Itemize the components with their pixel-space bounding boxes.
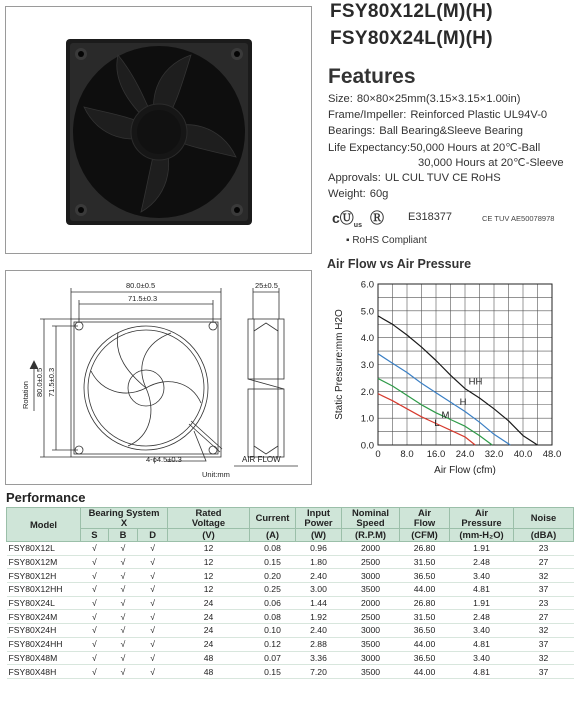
cell-a: 0.07 xyxy=(250,651,296,665)
cell-w: 1.92 xyxy=(296,610,342,624)
cell-model: FSY80X12M xyxy=(7,555,81,569)
cell-d: √ xyxy=(138,555,168,569)
spec-life xyxy=(328,141,540,154)
cell-db: 27 xyxy=(514,555,574,569)
cell-model: FSY80X24HH xyxy=(7,637,81,651)
cell-b: √ xyxy=(108,665,138,679)
cell-b: √ xyxy=(108,651,138,665)
model-title-24v: FSY80X24L(M)(H) xyxy=(330,28,493,49)
unit-d: D xyxy=(138,529,168,542)
cell-cfm: 44.00 xyxy=(400,637,450,651)
fan-photo xyxy=(6,7,311,253)
spec-weight-label: Weight: xyxy=(328,188,366,200)
spec-frame xyxy=(328,109,547,121)
cell-a: 0.12 xyxy=(250,637,296,651)
unit-w: (W) xyxy=(296,529,342,542)
cell-v: 24 xyxy=(168,637,250,651)
cell-p: 2.48 xyxy=(450,610,514,624)
performance-table-body xyxy=(7,542,574,679)
cell-w: 7.20 xyxy=(296,665,342,679)
cell-db: 32 xyxy=(514,569,574,583)
cell-model: FSY80X24H xyxy=(7,624,81,638)
features-heading: Features xyxy=(328,65,416,88)
curve-label: H xyxy=(459,396,467,408)
fan-photo-panel xyxy=(5,6,312,254)
cell-rpm: 3000 xyxy=(342,651,400,665)
spec-frame-value: Reinforced Plastic UL94V-0 xyxy=(410,109,548,121)
spec-approvals-label: Approvals: xyxy=(328,172,381,184)
spec-weight-value: 60g xyxy=(369,188,389,200)
cell-s: √ xyxy=(81,555,109,569)
cell-s: √ xyxy=(81,637,109,651)
spec-frame-label: Frame/Impeller: xyxy=(328,109,407,121)
x-tick-label: 32.0 xyxy=(484,449,504,460)
cell-cfm: 44.00 xyxy=(400,583,450,597)
cell-d: √ xyxy=(138,637,168,651)
cell-p: 3.40 xyxy=(450,569,514,583)
cell-db: 37 xyxy=(514,583,574,597)
cell-cfm: 26.80 xyxy=(400,596,450,610)
unit-rpm: (R.P.M) xyxy=(342,529,400,542)
cell-v: 48 xyxy=(168,651,250,665)
cell-v: 12 xyxy=(168,555,250,569)
col-input-power: Input Power xyxy=(296,508,342,529)
cell-w: 3.00 xyxy=(296,583,342,597)
x-tick-label: 40.0 xyxy=(513,449,533,460)
series-line-hh xyxy=(378,316,538,445)
col-rated-voltage: Rated Voltage xyxy=(168,508,250,529)
performance-table xyxy=(6,507,574,679)
col-bearing: Bearing System X xyxy=(81,508,168,529)
cell-a: 0.06 xyxy=(250,596,296,610)
x-tick-label: 24.0 xyxy=(455,449,475,460)
cell-b: √ xyxy=(108,624,138,638)
spec-approvals xyxy=(328,172,501,184)
col-air-pressure: Air Pressure xyxy=(450,508,514,529)
cell-p: 4.81 xyxy=(450,665,514,679)
spec-size-label: Size: xyxy=(328,93,353,105)
cell-v: 48 xyxy=(168,665,250,679)
col-air-flow: Air Flow xyxy=(400,508,450,529)
chart-x-axis-label: Air Flow (cfm) xyxy=(434,465,496,476)
cell-cfm: 26.80 xyxy=(400,542,450,556)
cell-v: 12 xyxy=(168,569,250,583)
table-row xyxy=(7,542,574,556)
cell-cfm: 36.50 xyxy=(400,569,450,583)
cell-cfm: 31.50 xyxy=(400,555,450,569)
cul-us-logo: $cⓊ_{us}$ xyxy=(332,210,362,229)
y-tick-label: 4.0 xyxy=(360,333,374,345)
cell-d: √ xyxy=(138,610,168,624)
ce-tuv-number: CE TUV AE50078978 xyxy=(482,214,555,223)
y-tick-label: 2.0 xyxy=(360,386,374,398)
ul-recognized-logo: Ⓡ xyxy=(370,210,384,226)
unit-dba: (dBA) xyxy=(514,529,574,542)
cell-a: 0.15 xyxy=(250,555,296,569)
cell-rpm: 2000 xyxy=(342,596,400,610)
cell-rpm: 3500 xyxy=(342,637,400,651)
col-model: Model xyxy=(7,508,81,542)
cell-model: FSY80X12H xyxy=(7,569,81,583)
dim-height-holes: 71.5±0.3 xyxy=(47,367,56,397)
certification-row xyxy=(332,208,572,228)
cell-b: √ xyxy=(108,610,138,624)
col-noise: Noise xyxy=(514,508,574,529)
spec-life-value-sleeve: 30,000 Hours at 20℃-Sleeve xyxy=(418,157,564,169)
dim-height-outer: 80.0±0.5 xyxy=(35,367,44,397)
spec-bearings xyxy=(328,125,523,137)
cell-a: 0.08 xyxy=(250,610,296,624)
cell-b: √ xyxy=(108,583,138,597)
cell-a: 0.25 xyxy=(250,583,296,597)
cell-p: 4.81 xyxy=(450,637,514,651)
cell-v: 24 xyxy=(168,610,250,624)
y-tick-label: 0.0 xyxy=(360,440,374,452)
cell-cfm: 36.50 xyxy=(400,624,450,638)
cell-s: √ xyxy=(81,583,109,597)
cell-p: 3.40 xyxy=(450,651,514,665)
cell-s: √ xyxy=(81,610,109,624)
cell-v: 24 xyxy=(168,596,250,610)
cell-b: √ xyxy=(108,542,138,556)
y-tick-label: 3.0 xyxy=(360,360,374,371)
unit-mmh2o: (mm-H₂O) xyxy=(450,529,514,542)
spec-size-value: 80×80×25mm(3.15×3.15×1.00in) xyxy=(356,93,521,105)
cell-rpm: 3500 xyxy=(342,583,400,597)
ul-file-number: E318377 xyxy=(408,211,453,223)
table-row xyxy=(7,596,574,610)
cell-p: 4.81 xyxy=(450,583,514,597)
cell-w: 0.96 xyxy=(296,542,342,556)
cell-d: √ xyxy=(138,583,168,597)
cell-s: √ xyxy=(81,596,109,610)
chart-title: Air Flow vs Air Pressure xyxy=(327,257,472,271)
cell-s: √ xyxy=(81,665,109,679)
dim-depth: 25±0.5 xyxy=(255,281,278,290)
cell-b: √ xyxy=(108,555,138,569)
dimension-drawing xyxy=(6,271,311,484)
cell-w: 1.80 xyxy=(296,555,342,569)
cell-d: √ xyxy=(138,596,168,610)
chart-y-axis-label: Static Pressure:mm H2O xyxy=(334,309,345,420)
cell-rpm: 2500 xyxy=(342,555,400,569)
cell-rpm: 3000 xyxy=(342,569,400,583)
cell-b: √ xyxy=(108,637,138,651)
cell-a: 0.15 xyxy=(250,665,296,679)
airflow-pressure-chart xyxy=(326,274,574,484)
spec-bearings-value: Ball Bearing&Sleeve Bearing xyxy=(379,125,523,137)
series-line-m xyxy=(378,376,492,446)
table-row xyxy=(7,665,574,679)
unit-b: B xyxy=(108,529,138,542)
x-tick-label: 16.0 xyxy=(426,449,446,460)
cell-db: 23 xyxy=(514,596,574,610)
cell-d: √ xyxy=(138,651,168,665)
cell-db: 23 xyxy=(514,542,574,556)
cell-rpm: 2500 xyxy=(342,610,400,624)
rotation-label: Rotation xyxy=(21,381,30,409)
cell-rpm: 3500 xyxy=(342,665,400,679)
y-tick-label: 5.0 xyxy=(360,306,374,318)
cell-db: 32 xyxy=(514,651,574,665)
cell-s: √ xyxy=(81,569,109,583)
cell-w: 3.36 xyxy=(296,651,342,665)
cell-model: FSY80X12HH xyxy=(7,583,81,597)
performance-heading: Performance xyxy=(6,490,86,505)
side-air-flow-label: AIR FLOW xyxy=(242,455,281,464)
dim-width-outer: 80.0±0.5 xyxy=(126,281,156,290)
spec-life-label: Life Expectancy: xyxy=(328,142,411,154)
x-tick-label: 8.0 xyxy=(400,449,414,460)
cell-p: 1.91 xyxy=(450,596,514,610)
cell-s: √ xyxy=(81,651,109,665)
dim-holes: 4-ϕ4.5±0.3 xyxy=(146,455,182,464)
cell-a: 0.08 xyxy=(250,542,296,556)
unit-s: S xyxy=(81,529,109,542)
cell-d: √ xyxy=(138,624,168,638)
table-row xyxy=(7,610,574,624)
table-row xyxy=(7,651,574,665)
y-tick-label: 6.0 xyxy=(360,279,374,291)
table-row xyxy=(7,583,574,597)
rohs-compliant: ▪ RoHS Compliant xyxy=(346,235,427,246)
model-title-12v: FSY80X12L(M)(H) xyxy=(330,1,493,22)
dimension-drawing-panel xyxy=(5,270,312,485)
table-row xyxy=(7,555,574,569)
cell-a: 0.10 xyxy=(250,624,296,638)
cell-v: 24 xyxy=(168,624,250,638)
chart-series xyxy=(378,316,538,445)
spec-weight xyxy=(328,188,388,200)
cell-model: FSY80X24L xyxy=(7,596,81,610)
cell-a: 0.20 xyxy=(250,569,296,583)
cell-p: 2.48 xyxy=(450,555,514,569)
spec-bearings-label: Bearings: xyxy=(328,125,376,137)
chart-curve-labels xyxy=(434,377,482,430)
cell-s: √ xyxy=(81,624,109,638)
cell-cfm: 31.50 xyxy=(400,610,450,624)
unit-a: (A) xyxy=(250,529,296,542)
chart-ticks xyxy=(361,280,561,461)
x-tick-label: 48.0 xyxy=(542,449,562,460)
cell-p: 1.91 xyxy=(450,542,514,556)
spec-approvals-value: UL CUL TUV CE RoHS xyxy=(384,172,501,184)
cell-w: 2.40 xyxy=(296,569,342,583)
table-row xyxy=(7,569,574,583)
curve-label: HH xyxy=(468,376,483,388)
cell-d: √ xyxy=(138,665,168,679)
cell-db: 32 xyxy=(514,624,574,638)
cell-db: 37 xyxy=(514,665,574,679)
table-row xyxy=(7,637,574,651)
cell-v: 12 xyxy=(168,583,250,597)
cell-cfm: 36.50 xyxy=(400,651,450,665)
x-tick-label: 0 xyxy=(375,449,381,460)
cell-w: 2.88 xyxy=(296,637,342,651)
cell-db: 27 xyxy=(514,610,574,624)
unit-v: (V) xyxy=(168,529,250,542)
cell-rpm: 3000 xyxy=(342,624,400,638)
cell-d: √ xyxy=(138,569,168,583)
cell-b: √ xyxy=(108,569,138,583)
unit-label: Unit:mm xyxy=(202,470,230,479)
curve-label: M xyxy=(441,410,450,422)
cell-p: 3.40 xyxy=(450,624,514,638)
cell-model: FSY80X48M xyxy=(7,651,81,665)
dim-width-holes: 71.5±0.3 xyxy=(128,294,158,303)
cell-cfm: 44.00 xyxy=(400,665,450,679)
cell-w: 1.44 xyxy=(296,596,342,610)
spec-size xyxy=(328,93,520,105)
col-current: Current xyxy=(250,508,296,529)
unit-cfm: (CFM) xyxy=(400,529,450,542)
table-row xyxy=(7,624,574,638)
chart-grid xyxy=(378,284,552,445)
cell-v: 12 xyxy=(168,542,250,556)
cell-s: √ xyxy=(81,542,109,556)
spec-life-value-ball: 50,000 Hours at 20℃-Ball xyxy=(410,142,541,154)
cell-model: FSY80X24M xyxy=(7,610,81,624)
col-nominal-speed: Nominal Speed xyxy=(342,508,400,529)
cell-rpm: 2000 xyxy=(342,542,400,556)
cell-model: FSY80X48H xyxy=(7,665,81,679)
cell-db: 37 xyxy=(514,637,574,651)
cell-model: FSY80X12L xyxy=(7,542,81,556)
curve-label: L xyxy=(434,418,440,430)
y-tick-label: 1.0 xyxy=(360,413,374,425)
cell-b: √ xyxy=(108,596,138,610)
cell-w: 2.40 xyxy=(296,624,342,638)
cell-d: √ xyxy=(138,542,168,556)
